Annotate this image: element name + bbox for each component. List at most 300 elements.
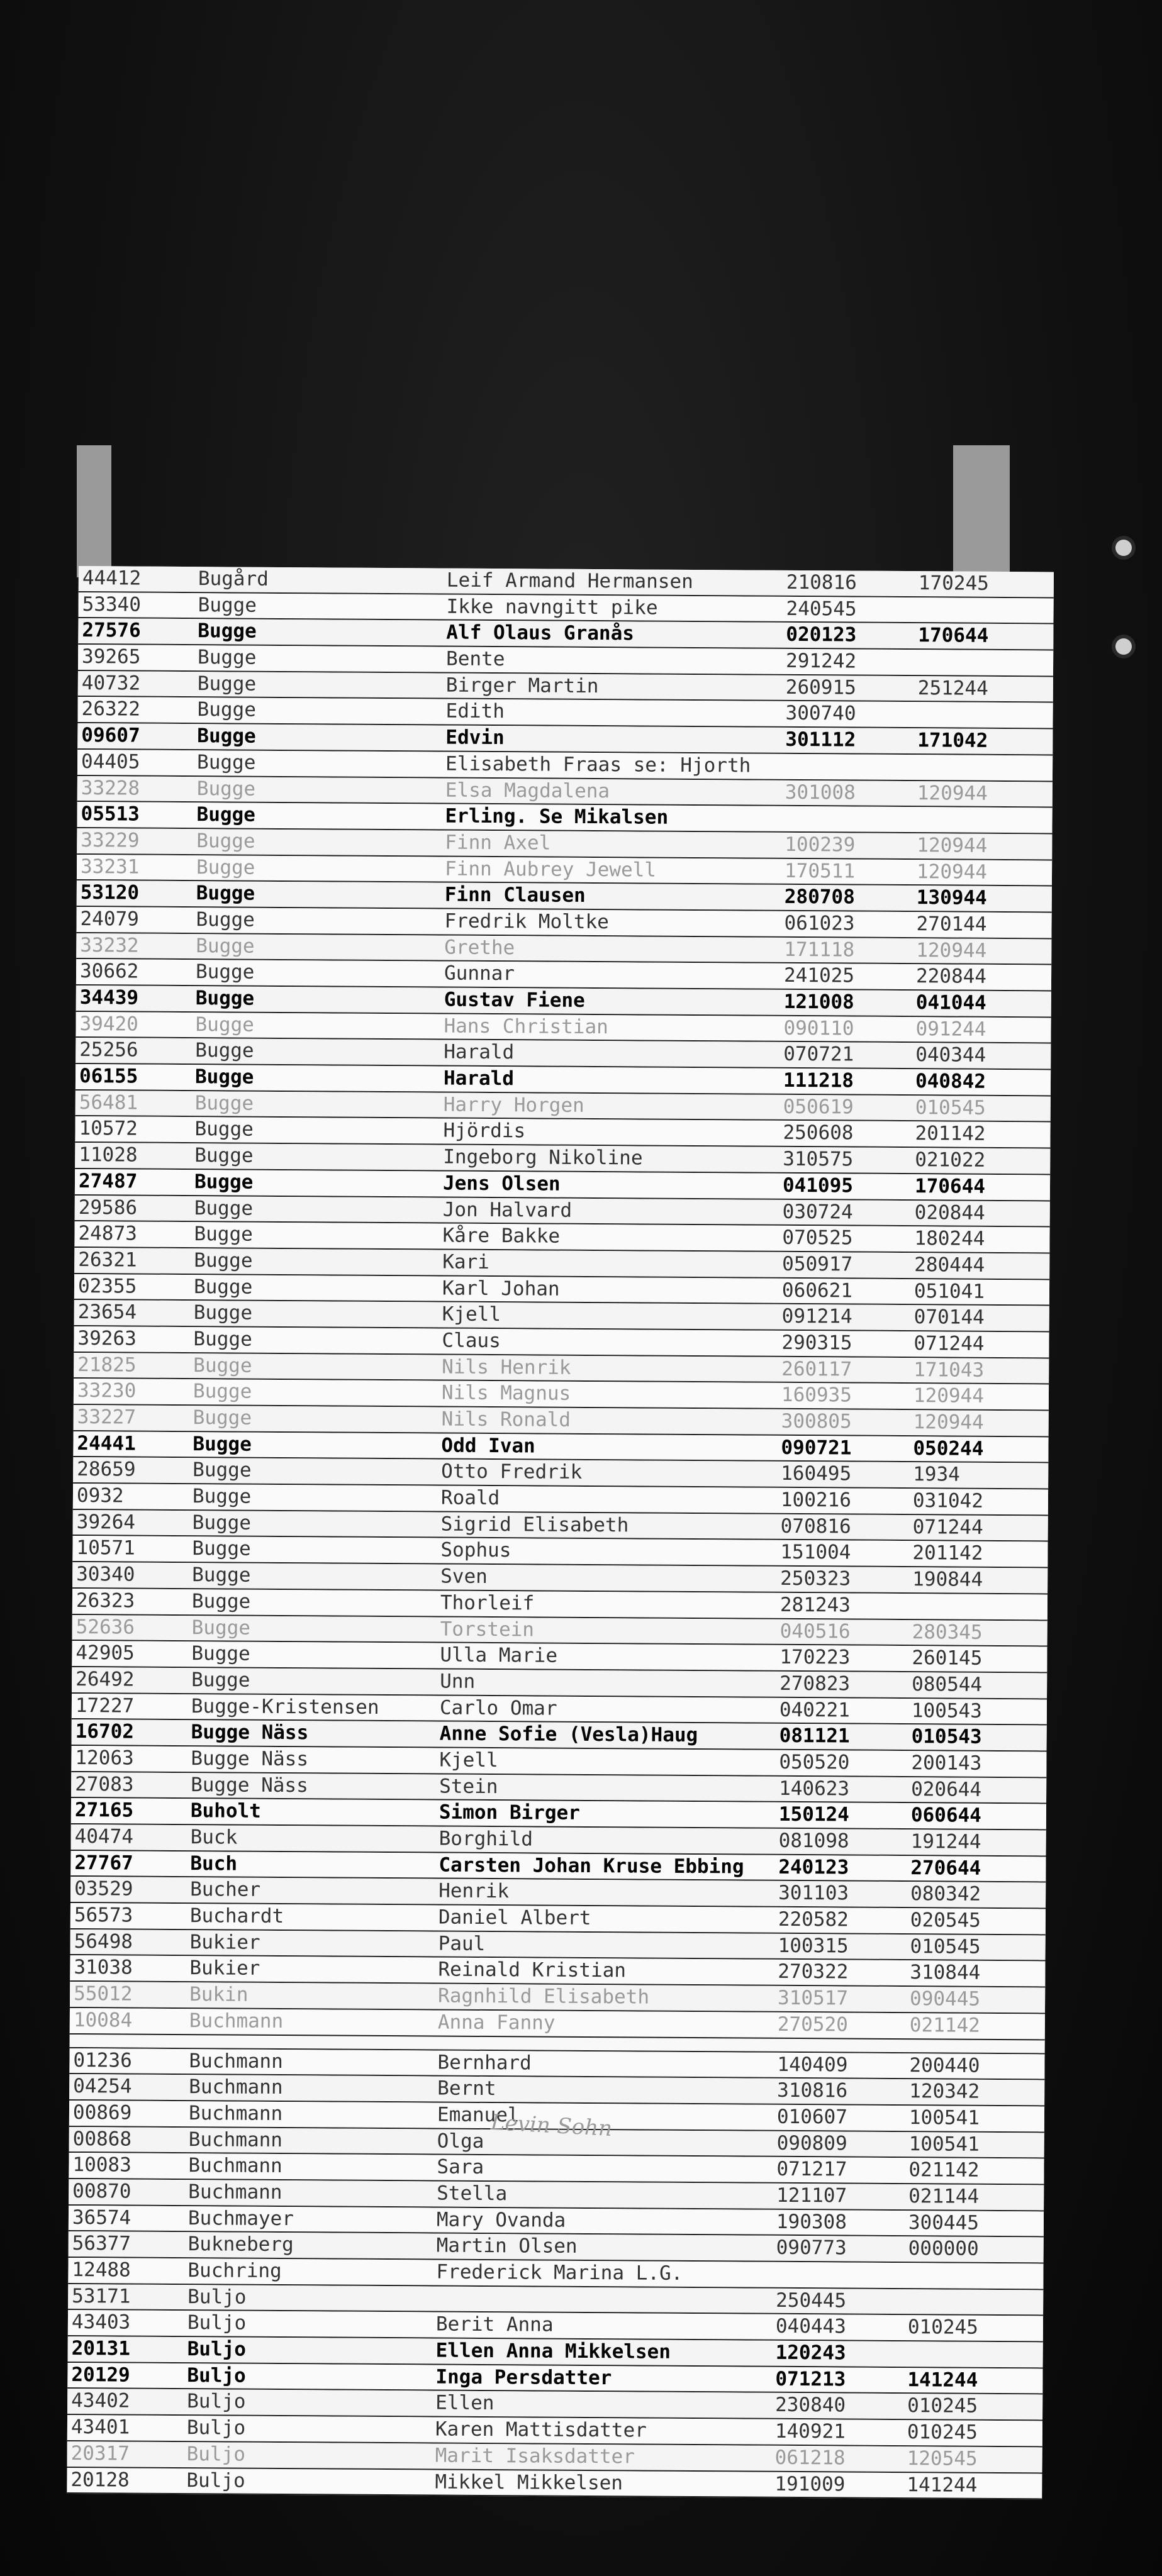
record-number: 28659 [77,1458,136,1481]
record-date-1: 270520 [777,2012,848,2036]
record-given-names: Mary Ovanda [436,2208,566,2232]
record-number: 10083 [72,2153,131,2177]
record-surname: Buholt [190,1799,262,1823]
record-date-2: 010245 [907,2394,978,2418]
record-date-2: 171043 [913,1358,985,1382]
record-surname: Buljo [187,2285,247,2309]
record-surname: Bugge [191,1616,251,1640]
record-surname: Bugge [197,698,257,722]
record-date-2: 280345 [912,1620,983,1644]
record-number: 26323 [75,1589,135,1613]
record-date-1: 170223 [779,1646,851,1669]
record-surname: Bugge [191,1589,251,1613]
record-date-2: 091244 [915,1017,986,1041]
record-given-names: Roald [440,1486,500,1510]
record-number: 21825 [77,1353,137,1377]
record-given-names: Hjördis [443,1119,526,1143]
record-date-2: 100541 [908,2132,980,2156]
record-surname: Bukin [189,1983,249,2006]
card-tab-right [953,445,1010,577]
record-date-1: 240123 [778,1855,849,1879]
record-number: 12063 [75,1746,134,1770]
record-surname: Bugge [194,1223,253,1246]
record-date-1: 281243 [779,1593,851,1617]
record-surname: Bugge Näss [191,1773,308,1797]
record-number: 23654 [77,1301,137,1324]
record-number: 33230 [77,1379,137,1402]
record-date-1: 090721 [781,1436,852,1460]
record-date-1: 061218 [774,2446,846,2470]
record-surname: Bukier [189,1930,260,1954]
record-date-1: 301112 [785,728,856,752]
record-number: 56573 [74,1904,133,1927]
record-given-names: Borghild [439,1827,534,1851]
record-surname: Bugge [191,1668,250,1692]
record-date-1: 171118 [784,938,855,962]
record-date-1: 100216 [780,1488,852,1512]
record-surname: Bugge [193,1432,252,1456]
record-given-names: Marit Isaksdatter [435,2444,635,2468]
record-surname: Bugge [191,1642,250,1665]
record-surname: Buchmann [189,2049,283,2073]
record-date-1: 050917 [782,1252,853,1276]
record-given-names: Ellen [435,2391,494,2415]
record-surname: Buljo [187,2390,246,2414]
record-date-2: 171042 [917,729,988,752]
record-surname: Buchmann [188,2154,282,2178]
record-given-names: Grethe [444,936,515,959]
record-given-names: Harald [443,1067,515,1091]
record-number: 53120 [80,881,140,904]
record-surname: Buchmann [188,2101,283,2125]
record-given-names: Henrik [439,1879,510,1903]
record-surname: Bugge [194,1196,254,1220]
record-date-1: 150124 [778,1803,849,1826]
record-given-names: Ulla Marie [440,1643,558,1667]
record-date-1: 290315 [781,1331,852,1355]
record-surname: Buchardt [189,1904,284,1928]
record-date-2: 200440 [909,2053,980,2077]
record-given-names: Harald [444,1040,515,1064]
record-given-names: Bente [445,647,505,671]
record-surname: Bugge [197,672,257,696]
record-given-names: Finn Aubrey Jewell [444,857,657,882]
record-given-names: Edvin [445,726,505,750]
record-number: 30662 [79,960,139,983]
record-surname: Bugge [194,1091,254,1115]
record-number: 05513 [81,802,140,826]
record-date-1: 310517 [778,1986,849,2010]
record-given-names: Elisabeth Fraas se: Hjorth [445,752,751,777]
record-surname: Bugge Näss [191,1747,309,1771]
record-given-names: Inga Persdatter [435,2365,612,2389]
record-surname: Bugge [193,1275,253,1299]
record-date-1: 241025 [783,964,855,987]
record-surname: Buchring [187,2259,282,2283]
record-number: 00870 [72,2179,131,2203]
record-number: 33229 [81,828,140,852]
record-number: 26322 [81,697,141,721]
record-surname: Bugge [198,646,257,669]
record-date-2: 120944 [913,1384,985,1408]
record-date-1: 050520 [779,1750,850,1774]
record-date-2: 000000 [908,2237,979,2261]
record-number: 24079 [80,907,140,931]
record-date-2: 010545 [915,1096,986,1119]
record-surname: Bugge [196,777,256,801]
record-date-2: 031042 [912,1489,984,1513]
record-number: 26321 [78,1248,137,1272]
record-date-1: 040516 [779,1619,851,1643]
record-given-names: Sigrid Elisabeth [440,1513,629,1537]
record-surname: Bugge [198,593,257,617]
record-number: 02355 [77,1274,137,1298]
record-surname: Bugge [192,1485,252,1508]
record-date-1: 300740 [785,702,856,725]
record-number: 39264 [76,1510,136,1534]
record-given-names: Sara [437,2155,484,2179]
record-date-2: 170644 [914,1174,986,1198]
record-number: 39420 [79,1012,138,1036]
record-date-1: 070816 [780,1514,851,1538]
record-surname: Bugge [194,1065,254,1089]
record-number: 0932 [76,1484,124,1507]
record-surname: Bugge [195,1013,254,1036]
record-date-2: 040842 [915,1070,986,1093]
record-date-2: 220844 [915,965,987,989]
record-number: 33232 [80,933,139,957]
record-date-2: 100543 [911,1699,983,1723]
record-date-2: 260145 [912,1646,983,1670]
record-given-names: Ikke navngitt pike [446,595,658,619]
record-number: 04254 [73,2075,132,2098]
record-number: 03529 [74,1877,133,1901]
record-date-2: 190844 [912,1568,983,1591]
record-given-names: Bernt [437,2077,496,2101]
record-date-2: 170644 [918,624,989,648]
record-given-names: Kjell [439,1748,498,1772]
record-given-names: Jens Olsen [442,1172,561,1196]
record-given-names: Mikkel Mikkelsen [435,2470,623,2494]
record-date-1: 220582 [778,1907,849,1931]
record-number: 56498 [74,1929,133,1953]
record-number: 39265 [82,645,141,669]
record-date-2: 270644 [910,1856,981,1880]
record-surname: Buljo [186,2416,246,2440]
record-number: 10572 [79,1117,138,1141]
record-given-names: Nils Ronald [441,1407,571,1431]
record-date-1: 151004 [780,1541,851,1564]
record-date-1: 120243 [775,2341,846,2365]
record-number: 25256 [79,1038,138,1062]
record-surname: Bugge [196,830,255,853]
record-date-1: 260915 [785,675,856,699]
record-surname: Bugge [192,1563,251,1587]
record-date-2: 141244 [907,2473,978,2497]
record-given-names: Gustav Fiene [444,988,585,1012]
record-surname: Bugge [193,1301,253,1324]
record-given-names: Torstein [440,1618,535,1641]
record-surname: Bugge [192,1537,251,1561]
record-given-names: Kjell [442,1302,501,1326]
record-date-2: 270144 [916,913,987,936]
record-number: 31038 [74,1956,133,1980]
record-surname: Bugge-Kristensen [191,1694,379,1719]
record-surname: Bugge [195,960,255,984]
record-date-2: 170245 [918,572,989,595]
record-given-names: Finn Axel [445,831,551,855]
record-surname: Buchmann [188,2180,282,2204]
record-date-2: 120342 [909,2080,980,2103]
record-number: 56481 [79,1091,138,1114]
record-date-1: 301103 [778,1882,849,1905]
record-date-1: 081121 [779,1724,850,1748]
record-number: 01236 [73,2048,132,2072]
record-surname: Bugge [196,934,255,958]
record-date-2: 080544 [912,1672,983,1696]
record-date-2: 1934 [913,1463,960,1486]
record-surname: Bugge [193,1406,252,1430]
record-given-names: Olga [437,2129,484,2153]
record-number: 00868 [72,2127,132,2151]
record-surname: Bugge [196,882,255,905]
record-date-2: 071244 [912,1515,983,1539]
record-number: 10571 [76,1536,135,1560]
record-given-names: Martin Olsen [436,2234,578,2258]
record-date-2: 310844 [910,1961,981,1985]
record-surname: Buchmann [189,2075,283,2099]
record-number: 34439 [79,986,139,1009]
record-date-1: 050619 [783,1095,854,1119]
record-given-names: Nils Henrik [442,1355,571,1379]
record-number: 06155 [79,1065,138,1088]
record-date-1: 071213 [775,2367,846,2391]
record-surname: Bugge [193,1458,252,1482]
record-date-1: 010607 [776,2105,848,2129]
record-given-names: Jon Halvard [442,1198,573,1222]
record-date-2: 071244 [913,1332,985,1355]
record-surname: Buchmann [189,2009,284,2033]
record-date-1: 160935 [781,1384,852,1407]
handwritten-note: Levin Sohn [490,2109,613,2142]
record-date-2: 021144 [908,2185,980,2208]
record-surname: Bugge Näss [191,1721,309,1745]
record-date-1: 260117 [781,1357,852,1381]
record-date-1: 061023 [784,911,855,935]
record-surname: Buch [190,1852,238,1875]
record-date-2: 201142 [912,1541,983,1565]
record-surname: Buchmann [188,2128,283,2151]
record-number: 43402 [71,2389,130,2412]
record-number: 04405 [81,750,140,774]
record-number: 29586 [78,1196,138,1219]
record-date-2: 020844 [914,1201,985,1224]
record-date-2: 180244 [914,1227,985,1251]
record-surname: Buck [190,1826,238,1849]
record-date-1: 020123 [786,623,857,647]
record-number: 33227 [77,1406,137,1429]
record-date-2: 040344 [915,1043,986,1067]
record-date-1: 041095 [782,1174,854,1197]
record-number: 55012 [74,1982,133,2006]
record-date-2: 020644 [911,1777,982,1801]
record-given-names: Thorleif [440,1591,535,1615]
record-date-2: 120944 [916,938,987,962]
record-given-names: Sophus [440,1538,511,1562]
record-date-2: 120944 [917,834,988,857]
record-date-2: 300445 [908,2211,980,2235]
record-date-1: 070721 [783,1043,854,1066]
record-given-names: Simon Birger [439,1801,580,1825]
record-list [67,566,1054,2500]
record-date-2: 120545 [907,2446,978,2470]
record-given-names: Fredrik Moltke [444,909,609,934]
record-date-2: 010543 [911,1725,982,1749]
record-surname: Buchmayer [187,2206,294,2230]
record-surname: Bugge [193,1353,252,1377]
record-date-1: 250323 [780,1567,851,1591]
record-number: 27487 [78,1169,138,1193]
record-given-names: Kåre Bakke [442,1224,561,1248]
record-given-names: Finn Clausen [444,883,586,908]
record-given-names: Carlo Omar [439,1696,557,1720]
record-number: 11028 [79,1143,138,1167]
record-date-2: 120944 [916,860,988,884]
record-number: 20317 [70,2441,130,2465]
record-surname: Bugge [195,1039,254,1063]
record-date-1: 090110 [783,1016,854,1040]
record-number: 39263 [77,1326,137,1350]
record-date-1: 160495 [781,1462,852,1485]
record-number: 00869 [72,2101,132,2124]
record-given-names: Gunnar [444,962,515,985]
record-number: 43403 [71,2311,131,2334]
record-given-names: Frederick Marina L.G. [436,2260,683,2285]
record-date-1: 210816 [786,570,857,594]
record-number: 17227 [75,1694,135,1718]
record-date-1: 270322 [778,1960,849,1984]
record-date-1: 301008 [785,780,856,804]
record-given-names: Ingeborg Nikoline [443,1145,643,1170]
record-given-names: Carsten Johan Kruse Ebbing [439,1853,744,1879]
record-date-1: 140409 [777,2053,848,2077]
record-surname: Buljo [186,2468,245,2492]
record-surname: Bugge [195,987,255,1010]
record-number: 24873 [78,1222,137,1245]
punch-hole [1115,540,1132,556]
record-surname: Bugge [194,1170,254,1194]
record-number: 43401 [70,2416,130,2439]
record-given-names: Harry Horgen [443,1093,584,1117]
record-date-1: 190308 [776,2210,847,2234]
record-given-names: Anna Fanny [437,2011,556,2035]
record-number: 53171 [72,2284,131,2308]
record-number: 27576 [82,619,141,642]
record-surname: Bugge [197,724,256,748]
record-number: 53340 [82,592,142,616]
record-date-2: 080342 [910,1882,981,1906]
record-given-names: Bernhard [437,2051,532,2074]
record-number: 10084 [73,2008,133,2032]
record-surname: Bugge [193,1328,252,1351]
record-given-names: Ragnhild Elisabeth [438,1984,650,2009]
record-number: 44412 [82,567,142,590]
record-surname: Buljo [187,2311,247,2335]
record-surname: Bukier [189,1957,260,1980]
record-date-2: 090445 [909,1987,981,2011]
record-given-names: Elsa Magdalena [445,779,610,802]
record-given-names: Unn [440,1670,476,1693]
punch-hole [1115,638,1132,655]
record-given-names: Stein [439,1775,498,1798]
record-number: 26492 [75,1667,135,1691]
record-date-1: 100315 [778,1934,849,1958]
record-number: 36574 [72,2206,131,2229]
record-date-1: 100239 [785,833,856,857]
record-date-2: 010245 [907,2421,978,2444]
record-given-names: Anne Sofie (Vesla)Haug [439,1722,698,1747]
record-number: 27165 [74,1799,134,1822]
record-surname: Bugge [196,855,255,879]
record-date-1: 310816 [777,2079,848,2102]
record-surname: Bucher [190,1878,261,1902]
record-given-names: Daniel Albert [438,1906,591,1930]
record-given-names: Leif Armand Hermansen [446,569,693,593]
record-given-names: Kari [442,1250,490,1274]
record-surname: Bugge [194,1249,253,1272]
record-number: 27767 [74,1851,133,1875]
record-date-1: 300805 [781,1409,852,1433]
record-date-1: 250445 [776,2289,847,2312]
record-date-1: 140623 [779,1777,850,1801]
record-given-names: Claus [442,1329,501,1353]
record-date-2: 060644 [910,1804,981,1828]
record-surname: Buljo [187,2338,247,2361]
record-date-2: 050244 [913,1436,984,1460]
record-date-2: 120944 [917,781,988,805]
record-date-2: 021022 [915,1148,986,1172]
record-number: 20131 [71,2337,131,2360]
record-date-1: 230840 [775,2394,846,2417]
record-number: 30340 [76,1563,135,1586]
record-surname: Bugge [196,908,255,931]
record-date-2: 191244 [910,1830,981,1853]
record-date-1: 030724 [782,1200,853,1224]
record-date-1: 121107 [776,2184,847,2207]
record-date-2: 070144 [913,1306,985,1330]
record-date-2: 130944 [916,886,987,910]
record-given-names: Emanuel [437,2103,520,2127]
record-date-1: 091214 [781,1305,852,1328]
record-date-2: 100541 [908,2106,980,2129]
record-surname: Bugge [194,1118,254,1141]
record-surname: Bugge [196,750,256,774]
record-given-names: Odd Ivan [441,1434,535,1458]
record-date-2: 010545 [910,1935,981,1958]
record-given-names: Otto Fredrik [441,1460,583,1484]
record-number: 40474 [74,1824,134,1848]
record-given-names: Berit Anna [435,2312,554,2337]
record-given-names: Reinald Kristian [438,1958,627,1982]
record-date-2: 020545 [910,1909,981,1932]
record-given-names: Sven [440,1565,488,1589]
record-number: 20128 [70,2468,130,2492]
record-number: 56377 [72,2232,131,2255]
record-surname: Bugge [194,1144,254,1167]
record-date-2: 120944 [913,1411,984,1434]
record-number: 40732 [81,671,141,695]
record-date-2: 041044 [915,991,986,1014]
